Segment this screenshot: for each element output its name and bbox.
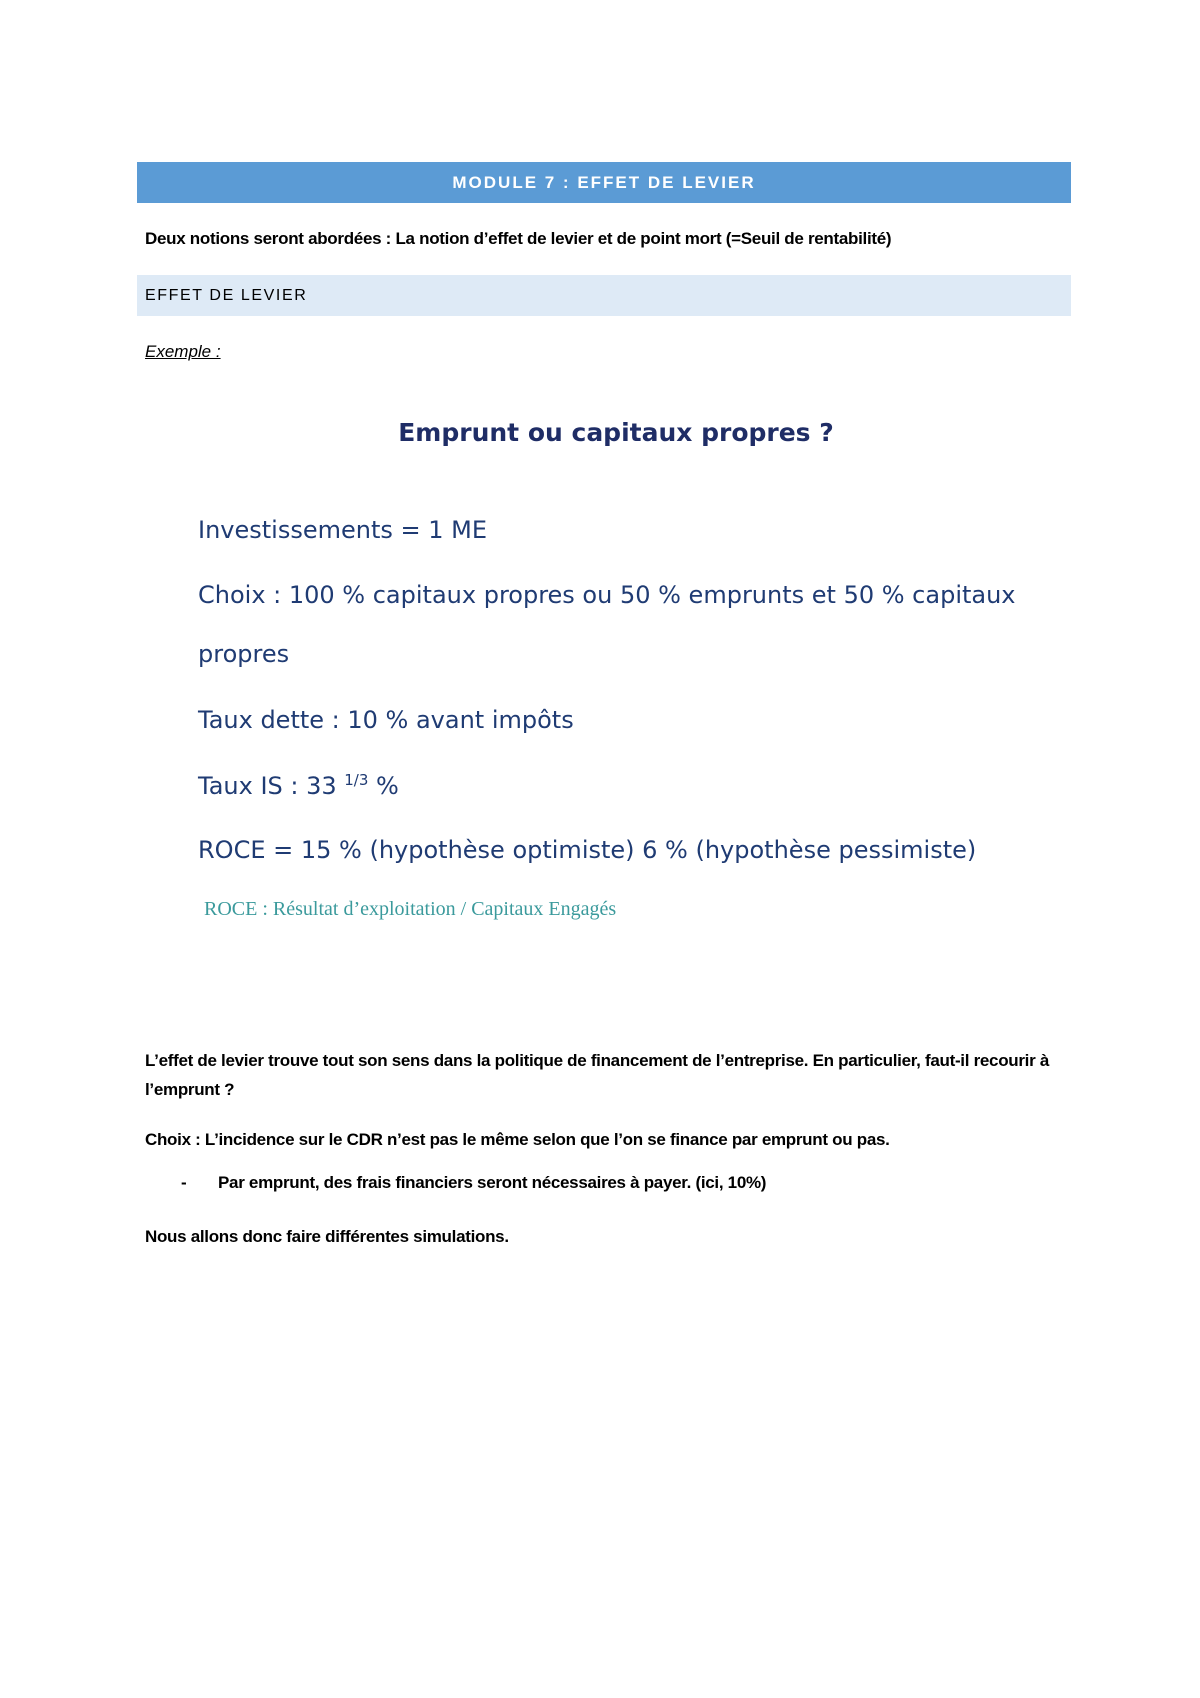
body-paragraph-1: L’effet de levier trouve tout son sens dans la politique de financement de l’entreprise. En particulier, faut-il recourir à l’emprunt ? [145,1051,1049,1099]
example-label: Exemple : [145,342,221,361]
body-paragraph-3: Nous allons donc faire différentes simulations. [145,1227,509,1246]
bullet-text: Par emprunt, des frais financiers seront nécessaires à payer. (ici, 10%) [218,1173,767,1192]
slide-roce: ROCE = 15 % (hypothèse optimiste) 6 % (hypothèse pessimiste) [198,836,977,864]
roce-definition: ROCE : Résultat d’exploitation / Capitaux Engagés [204,898,617,920]
slide-title: Emprunt ou capitaux propres ? [398,418,834,447]
slide-investissements: Investissements = 1 ME [198,516,488,544]
bullet-marker: - [181,1173,187,1192]
slide-taux-is [198,771,399,800]
module-title: MODULE 7 : EFFET DE LEVIER [452,172,756,192]
body-paragraph-2: Choix : L’incidence sur le CDR n’est pas le même selon que l’on se finance par emprunt ou pas. [145,1130,890,1149]
intro-text: Deux notions seront abordées : La notion d’effet de levier et de point mort (=Seuil de rentabilité) [145,229,892,248]
slide-choix-line2: propres [198,640,290,668]
section-heading-banner [137,275,1071,316]
module-title-banner [137,162,1071,203]
slide-choix-line1: Choix : 100 % capitaux propres ou 50 % emprunts et 50 % capitaux [198,581,1016,609]
taux-is-fraction: 1/3 [344,771,369,789]
taux-is-prefix: Taux IS : 33 [198,772,345,800]
section-title: EFFET DE LEVIER [145,286,308,304]
taux-is-suffix: % [368,772,399,800]
slide-taux-dette: Taux dette : 10 % avant impôts [198,706,574,734]
